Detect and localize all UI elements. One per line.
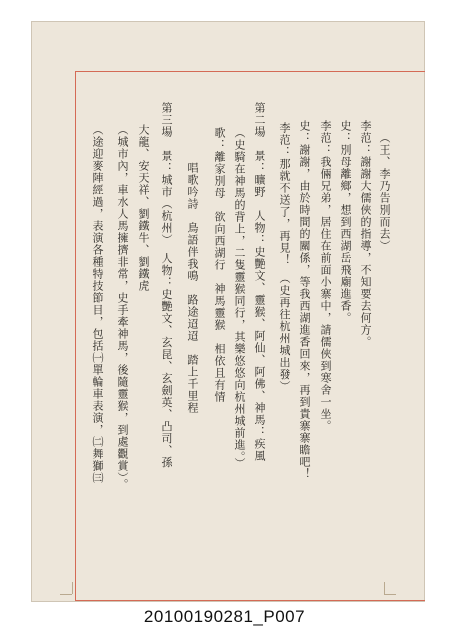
text-column: 歌：離家別母 欲向西湖行 神馬靈猴 相依且有情 xyxy=(213,127,226,403)
text-column: 李范：那就不送了，再見！ （史再往杭州城出發） xyxy=(278,122,291,393)
trim-mark xyxy=(60,594,72,595)
text-column: 第三場 景：城市（杭州） 人物：史艷文、玄昆、玄劍英、凸司、孫 xyxy=(160,102,173,469)
text-column: 史：別母離鄉，想到西湖岳飛廟進香。 xyxy=(339,120,352,324)
text-column: （途迎麥陣經過，表演各種特技節目，包括㈠單輪車表演，㈡舞獅㈢ xyxy=(91,124,104,484)
text-column: 大龍、安天祥、劉鐵牛、劉鐵虎 xyxy=(137,124,150,292)
document-page xyxy=(31,21,425,602)
text-column: 唱歌吟詩 鳥語伴我鳴 路途迢迢 踏上千里程 xyxy=(186,162,199,414)
trim-mark xyxy=(72,582,73,594)
text-column: 第二場 景：曠野 人物：史艷文、靈猴、阿仙、阿佛、神馬：疾風 xyxy=(253,102,266,462)
text-column: （城市內，車水人馬擁擠非常，史手牽神馬，後隨靈猴，到處觀賞）。 xyxy=(116,124,129,491)
page-frame xyxy=(75,71,425,601)
text-column: （史騎在神馬的背上，二隻靈猴同行，其樂悠悠向杭州城前進。） xyxy=(233,127,246,470)
text-column: （王、李乃告別而去） xyxy=(378,132,391,252)
text-column: 李范：我倆兄弟，居住在前面小寨中，請儒俠到寒舍一坐。 xyxy=(319,120,332,432)
trim-mark xyxy=(384,582,385,594)
page-caption: 20100190281_P007 xyxy=(143,607,306,626)
trim-mark xyxy=(384,594,396,595)
text-column: 史：謝謝，由於時間的關係，等我西湖進香回來，再到貴寨寨瞻吧！ xyxy=(298,120,311,480)
text-column: 李范：謝謝大儒俠的指導，不知要去何方。 xyxy=(359,120,372,348)
